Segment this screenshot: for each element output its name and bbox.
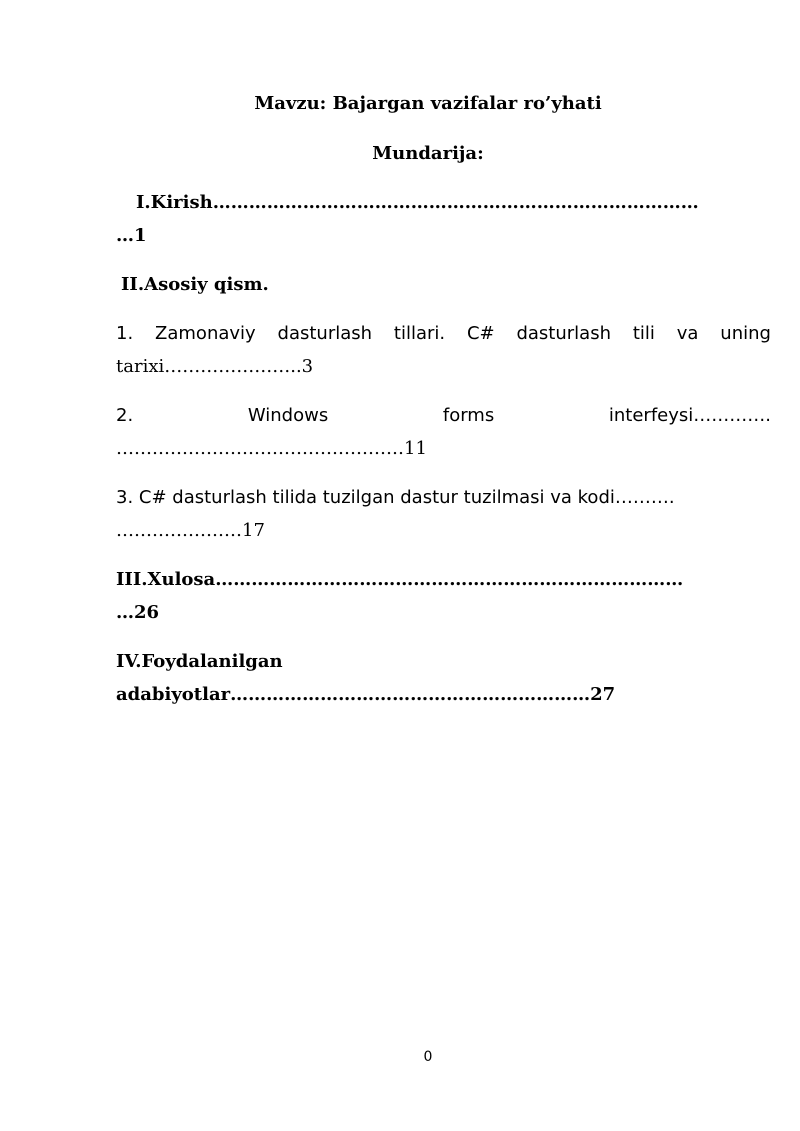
toc-entry-item2-line1 (116, 404, 771, 428)
toc-heading: Mundarija: (372, 143, 484, 164)
word: tili (632, 323, 655, 344)
document-title: Mavzu: Bajargan vazifalar ro’yhati (254, 93, 602, 114)
toc-entry-foydalanilgan-line2: adabiyotlar……………………………………………………27 (116, 684, 616, 705)
word: tillari. (393, 323, 446, 344)
toc-entry-item1-line2: tarixi…………………..3 (116, 356, 314, 377)
toc-entry-xulosa-line2: …26 (116, 602, 160, 623)
toc-entry-item3-line1: 3. C# dasturlash tilida tuzilgan dastur tuzilmasi va kodi………. (116, 487, 675, 508)
page-number: 0 (423, 1049, 433, 1065)
toc-entry-asosiy-qism: II.Asosiy qism. (121, 274, 269, 295)
toc-entry-xulosa-line1: III.Xulosa…………………………………………………………………… (116, 569, 684, 590)
word: Windows (247, 405, 329, 426)
word: Zamonaviy (155, 323, 256, 344)
word: C# (466, 323, 495, 344)
word: interfeysi…………. (608, 405, 771, 426)
word: 1. (116, 323, 134, 344)
toc-entry-item2-line2: …………………………………………11 (116, 438, 427, 459)
word: 2. (116, 405, 134, 426)
word: dasturlash (516, 323, 611, 344)
toc-entry-kirish-line1: I.Kirish……………………………………………………………………… (136, 192, 699, 213)
toc-entry-item3-line2: …………………17 (116, 520, 265, 541)
word: uning (720, 323, 771, 344)
word: dasturlash (277, 323, 373, 344)
word: forms (442, 405, 495, 426)
toc-entry-kirish-line2: …1 (116, 225, 147, 246)
word: va (676, 323, 699, 344)
toc-entry-item1-line1 (116, 322, 771, 346)
toc-entry-foydalanilgan-line1: IV.Foydalanilgan (116, 651, 283, 672)
